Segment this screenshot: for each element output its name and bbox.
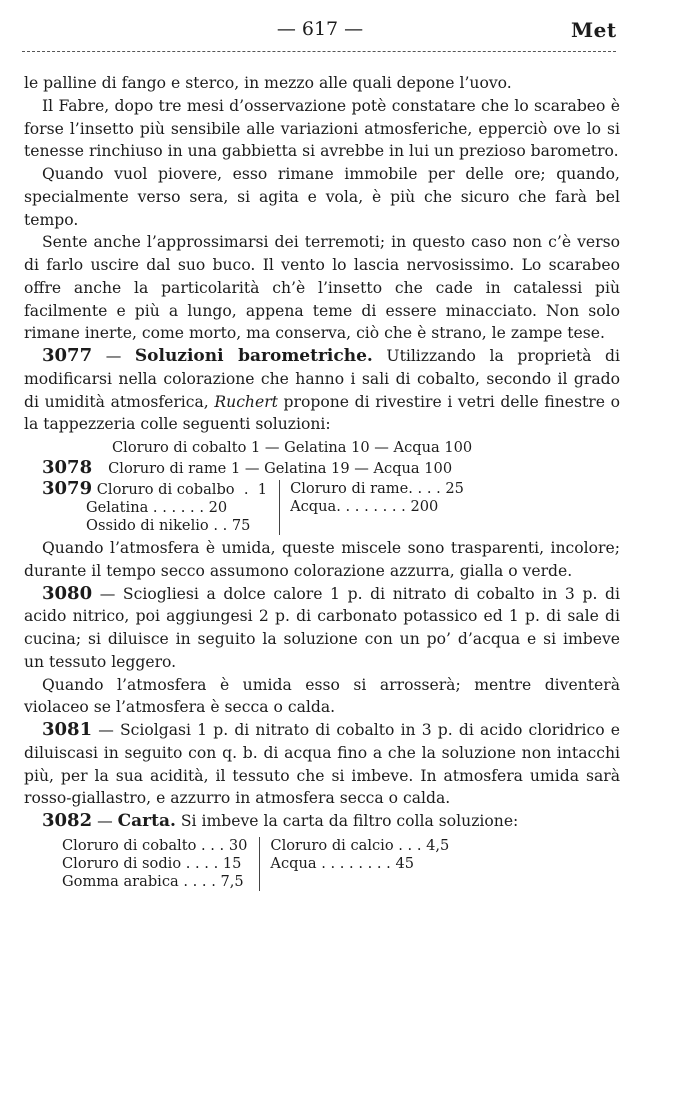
entry-3080 [24, 583, 620, 674]
recipe-item: Gomma arabica . . . . 7,5 [62, 872, 244, 890]
recipe-right-column [270, 837, 449, 891]
entry-number: 3079 [42, 478, 93, 499]
entry-text: Si imbeve la carta da filtro colla soluzione: [175, 812, 519, 830]
entry-3079-table [24, 480, 620, 535]
header-rule [22, 51, 616, 52]
recipe-item: Acqua . . . . . . . . 45 [270, 854, 415, 872]
paragraph: Quando l’atmosfera è umida, queste miscele sono trasparenti, incolore; durante il tempo secco assumono colorazione azzurra, gialla o verde. [24, 539, 620, 580]
recipe-item: Acqua. . . . . . . . 200 [290, 498, 439, 515]
recipe-item: Cloruro di rame. . . . 25 [290, 480, 464, 497]
entry-number: 3080 [42, 582, 93, 604]
entry-3081 [24, 719, 620, 810]
page-header [0, 18, 700, 48]
recipe-item: Cloruro di cobalto . . . 30 [62, 836, 248, 854]
recipe-left-column [42, 480, 267, 535]
entry-text: propone di rivestire i vetri delle finestre o la tappezzeria colle seguenti soluzioni: [24, 392, 621, 434]
paragraph: Il Fabre, dopo tre mesi d’osservazione potè constatare che lo scarabeo è forse l’insetto più sensibile alle variazioni atmosferiche, epperciò ove lo si tenesse rinchiuso in una gabbietta si avrebbe in lui un prezioso barometro. [24, 96, 620, 161]
column-divider [259, 837, 260, 891]
page-number: — 617 — [276, 18, 364, 40]
recipe-item: Cloruro di calcio . . . 4,5 [270, 836, 450, 854]
recipe-3077: Cloruro di cobalto 1 — Gelatina 10 — Acqua 100 [112, 439, 473, 456]
recipe-left-column [62, 837, 247, 891]
paragraph: Quando vuol piovere, esso rimane immobile per delle ore; quando, specialmente verso sera, si agita e vola, è più che sicuro che farà bel tempo. [24, 165, 620, 229]
entry-number: 3078 [42, 457, 93, 478]
entry-3082-table [24, 837, 620, 891]
entry-3078 [24, 459, 620, 478]
entry-number: 3077 [42, 345, 93, 366]
recipe-item: Cloruro di cobalbo . 1 [96, 481, 268, 498]
entry-text: — Sciolgasi 1 p. di nitrato di cobalto in 3 p. di acido cloridrico e diluiscasi in seguito con q. b. di acqua fino a che la soluzione non intacchi più, per la sua acidità, il tessuto che si imbeve. In atmosfera umida sarà rosso-giallastro, e azzurro in atmosfera secca o calda. [24, 721, 620, 808]
entry-number: 3081 [42, 719, 93, 740]
entry-text: — Sciogliesi a dolce calore 1 p. di nitrato di cobalto in 3 p. di acido nitrico, poi aggiungesi 2 p. di carbonato potassico ed 1 p. di sale di cucina; si diluisce in seguito la soluzione con un po’ d’acqua e si imbeve un tessuto leggero. [24, 584, 620, 671]
entry-title: Soluzioni barometriche. [134, 346, 373, 366]
author-name: Ruchert [214, 392, 278, 411]
entry-title: Carta. [117, 811, 176, 831]
page-body [24, 72, 620, 891]
recipe-item: Gelatina . . . . . . 20 [86, 499, 228, 516]
entry-number: 3082 [42, 810, 93, 831]
paragraph: Quando l’atmosfera è umida esso si arrosserà; mentre diventerà violaceo se l’atmosfera è secca o calda. [24, 675, 620, 717]
entry-3082 [24, 810, 620, 833]
paragraph: Sente anche l’approssimarsi dei terremoti; in questo caso non c’è verso di farlo uscire dal suo buco. Il vento lo lascia nervosissimo. Lo scarabeo offre anche la particolarità ch’è l’insetto che cade in catalessi più facilmente e più a lungo, appena teme di essere minacciato. Non solo rimane inerte, come morto, ma conserva, ciò che è strano, le zampe tese. [24, 233, 620, 343]
recipe-3078: Cloruro di rame 1 — Gelatina 19 — Acqua 100 [108, 460, 453, 477]
running-head: Met [571, 18, 617, 42]
entry-dash: — [92, 347, 135, 365]
column-divider [279, 480, 280, 535]
recipe-item: Ossido di nikelio . . 75 [86, 517, 251, 534]
recipe-item: Cloruro di sodio . . . . 15 [62, 854, 242, 872]
entry-text: Utilizzando la proprietà di modificarsi nella colorazione che hanno i sali di cobalto, secondo il grado di umidità atmosferica, [24, 347, 620, 411]
recipe-right-column [290, 480, 464, 535]
entry-dash: — [92, 812, 118, 830]
paragraph: le palline di fango e sterco, in mezzo alle quali depone l’uovo. [24, 74, 512, 92]
entry-3077 [24, 345, 620, 436]
